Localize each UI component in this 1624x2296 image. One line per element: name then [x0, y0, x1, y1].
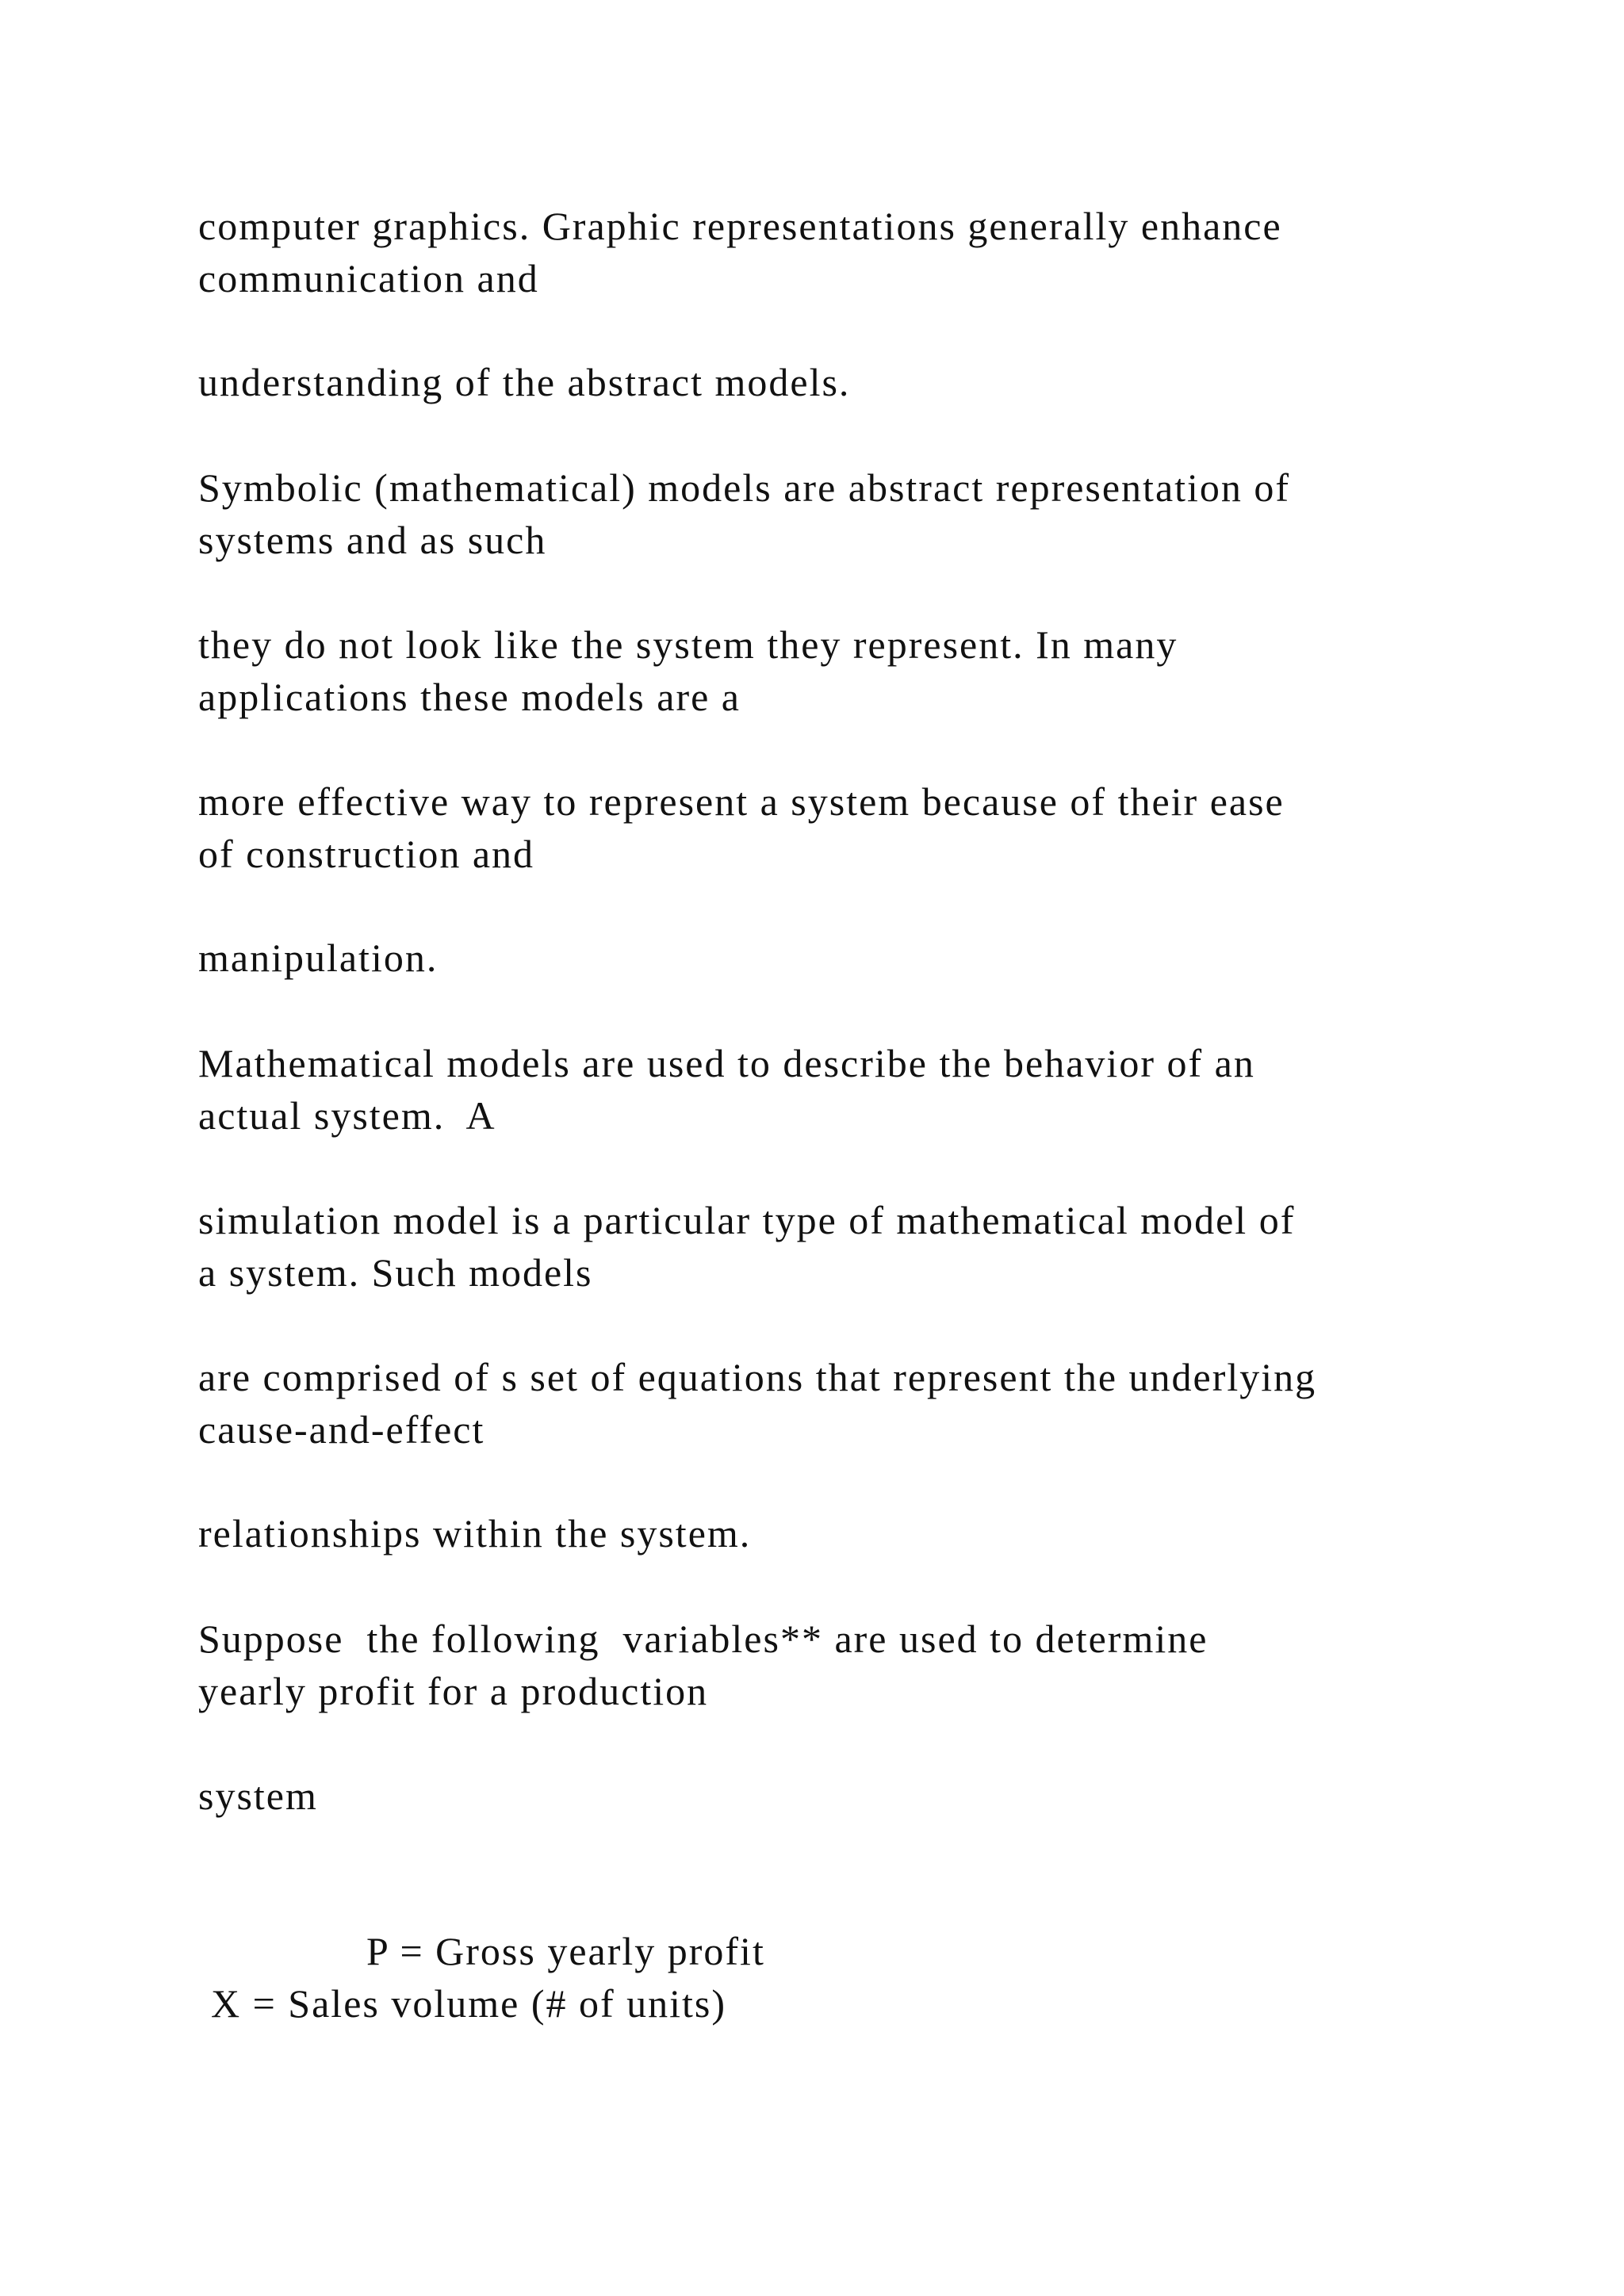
- text-line: are comprised of s set of equations that represent the underlying: [198, 1355, 1317, 1399]
- variable-definition-x: X = Sales volume (# of units): [211, 1981, 727, 2026]
- text-line: more effective way to represent a system because of their ease: [198, 779, 1285, 824]
- text-line: systems and as such: [198, 518, 547, 562]
- text-line: understanding of the abstract models.: [198, 360, 851, 404]
- variable-definition-p: P = Gross yearly profit: [366, 1929, 765, 1973]
- text-line: Mathematical models are used to describe the behavior of an: [198, 1041, 1255, 1085]
- text-line: yearly profit for a production: [198, 1669, 709, 1713]
- text-line: computer graphics. Graphic representations generally enhance: [198, 204, 1282, 248]
- text-line: Symbolic (mathematical) models are abstract representation of: [198, 465, 1291, 510]
- text-line: relationships within the system.: [198, 1511, 752, 1556]
- text-line: communication and: [198, 256, 539, 300]
- text-line: Suppose the following variables** are used to determine: [198, 1617, 1208, 1661]
- text-line: a system. Such models: [198, 1250, 593, 1295]
- text-line: system: [198, 1774, 318, 1818]
- text-line: manipulation.: [198, 936, 439, 980]
- text-line: of construction and: [198, 832, 535, 876]
- text-line: cause-and-effect: [198, 1407, 485, 1452]
- text-line: simulation model is a particular type of mathematical model of: [198, 1198, 1296, 1242]
- text-line: applications these models are a: [198, 675, 741, 719]
- text-line: they do not look like the system they represent. In many: [198, 622, 1178, 667]
- text-line: actual system. A: [198, 1093, 496, 1138]
